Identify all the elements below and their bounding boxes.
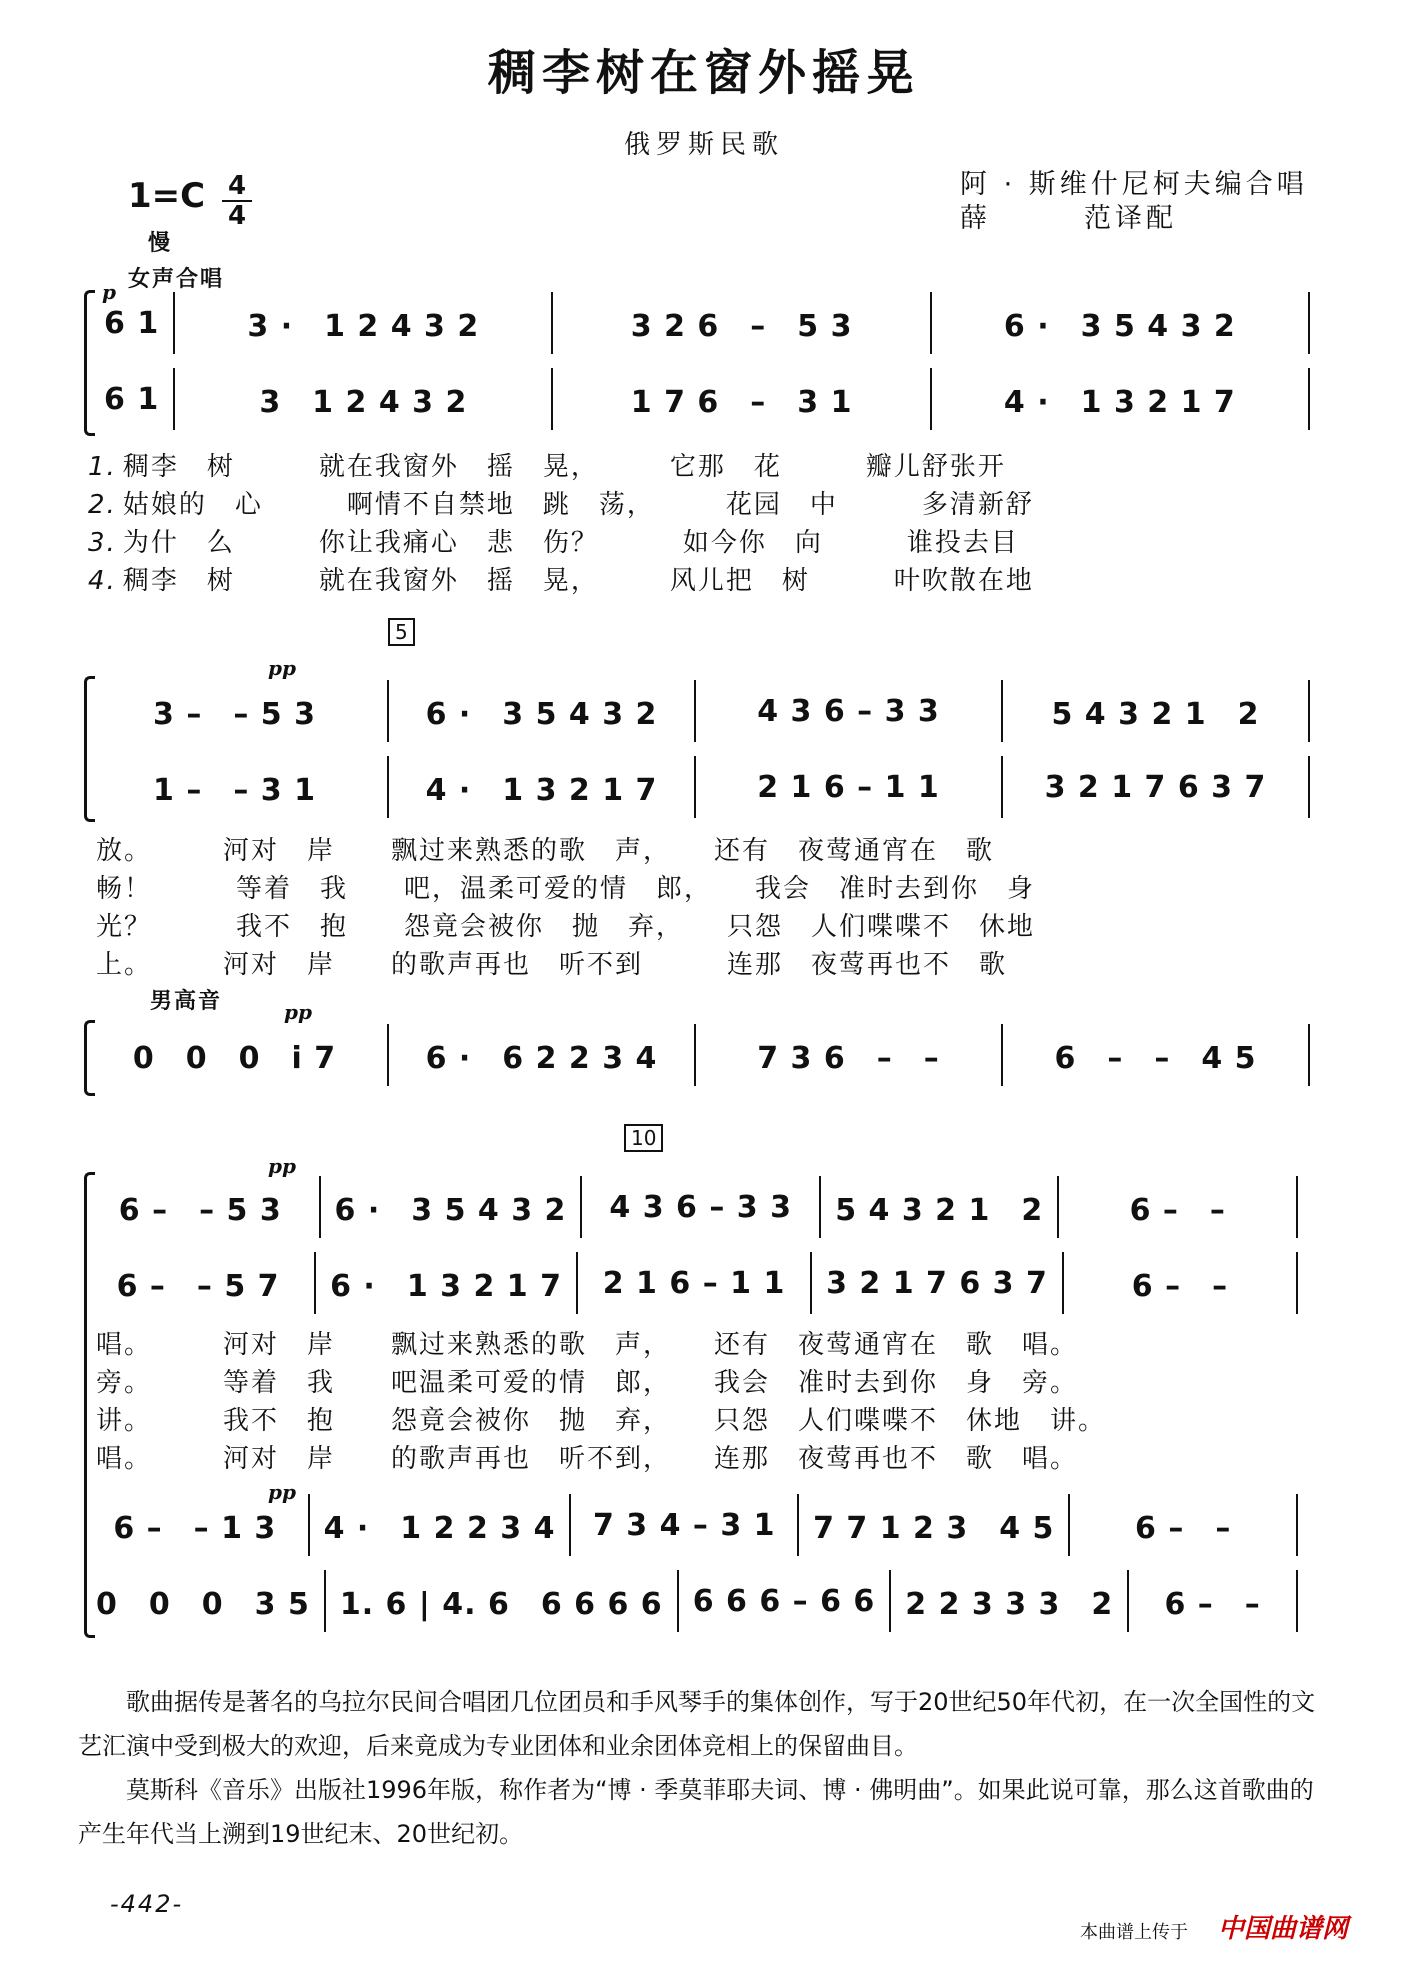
measure: 4 3 6 – 3 3 bbox=[757, 693, 940, 729]
part-label-female-choir: 女声合唱 bbox=[128, 267, 225, 292]
staff-row bbox=[104, 292, 1324, 354]
measure: 7 3 6 – – bbox=[757, 1041, 940, 1076]
measure: 6 – – bbox=[1135, 1511, 1232, 1546]
measure: 4 3 6 – 3 3 bbox=[609, 1189, 792, 1225]
dynamic-marking: p bbox=[102, 280, 116, 304]
measure: 2 2 3 3 3 2 bbox=[905, 1587, 1114, 1622]
measure: 3 2 6 – 5 3 bbox=[630, 309, 853, 344]
measure: 1 7 6 – 3 1 bbox=[630, 385, 853, 420]
site-logo: 中国曲谱网 bbox=[1218, 1914, 1349, 1944]
measure: 6 – – bbox=[1129, 1193, 1226, 1228]
staff-row bbox=[96, 1024, 1324, 1086]
verse-number: 1. bbox=[88, 452, 117, 482]
lyric-line: 畅！ 等着 我 吧，温柔可爱的情 郎， 我会 准时去到你 身 bbox=[96, 874, 1036, 904]
note-paragraph: 歌曲据传是著名的乌拉尔民间合唱团几位团员和手风琴手的集体创作，写于20世纪50年代初，在一次全国性的文艺汇演中受到极大的欢迎，后来竟成为专业团体和业余团体竞相上的保留曲目。 bbox=[78, 1688, 1316, 1760]
lyric-line: 放。 河对 岸 飘过来熟悉的歌 声， 还有 夜莺通宵在 歌 bbox=[96, 836, 995, 866]
measure: 6 · 3 5 4 3 2 bbox=[1003, 309, 1236, 344]
lyric-line: 唱。 河对 岸 飘过来熟悉的歌 声， 还有 夜莺通宵在 歌 唱。 bbox=[96, 1330, 1079, 1360]
measure: 6 · 3 5 4 3 2 bbox=[425, 697, 658, 732]
lyric-line: 上。 河对 岸 的歌声再也 听不到 连那 夜莺再也不 歌 bbox=[96, 950, 1008, 980]
system-brace bbox=[84, 676, 95, 822]
verse-number: 2. bbox=[88, 490, 117, 520]
measure: 6 · 1 3 2 1 7 bbox=[330, 1269, 562, 1304]
lyric-text: 稠李 树 就在我窗外 摇 晃， 风儿把 树 叶吹散在地 bbox=[122, 566, 1034, 596]
lyric-line: 唱。 河对 岸 的歌声再也 听不到， 连那 夜莺再也不 歌 唱。 bbox=[96, 1444, 1079, 1474]
lyric-line: 旁。 等着 我 吧温柔可爱的情 郎， 我会 准时去到你 身 旁。 bbox=[96, 1368, 1079, 1398]
measure: 5 4 3 2 1 2 bbox=[835, 1193, 1044, 1228]
measure: 1. 6 | 4. 6 6 6 6 6 bbox=[339, 1587, 663, 1622]
measure: 4 · 1 3 2 1 7 bbox=[1003, 385, 1236, 420]
lyric-line bbox=[88, 560, 1034, 597]
system-brace bbox=[84, 1172, 95, 1638]
system-brace bbox=[84, 1020, 95, 1096]
credit-arranger: 阿 · 斯维什尼柯夫编合唱 bbox=[960, 169, 1308, 200]
verse-number: 4. bbox=[88, 566, 117, 596]
measure: 2 1 6 – 1 1 bbox=[757, 769, 940, 805]
upload-caption: 本曲谱上传于 bbox=[1080, 1922, 1188, 1943]
measure: 2 1 6 – 1 1 bbox=[602, 1265, 786, 1301]
note-paragraph: 莫斯科《音乐》出版社1996年版，称作者为“博 · 季莫菲耶夫词、博 · 佛明曲”。如果此说可靠，那么这首歌曲的产生年代当上溯到19世纪末、20世纪初。 bbox=[78, 1776, 1314, 1848]
lyric-text: 姑娘的 心 啊情不自禁地 跳 荡， 花园 中 多清新舒 bbox=[122, 490, 1034, 520]
staff-row bbox=[96, 1570, 1324, 1632]
measure: 6 1 bbox=[104, 381, 160, 417]
measure: 6 1 bbox=[104, 305, 160, 341]
dynamic-marking: pp bbox=[268, 656, 296, 680]
measure: 6 6 6 – 6 6 bbox=[692, 1583, 876, 1619]
page-number: -442- bbox=[110, 1890, 184, 1918]
measure: 3 2 1 7 6 3 7 bbox=[1044, 769, 1267, 805]
measure: 0 0 0 3 5 bbox=[96, 1587, 310, 1622]
lyric-text: 为什 么 你让我痛心 悲 伤？ 如今你 向 谁投去目 bbox=[122, 528, 1019, 558]
measure: 7 7 1 2 3 4 5 bbox=[813, 1511, 1055, 1546]
measure: 6 · 3 5 4 3 2 bbox=[334, 1193, 567, 1228]
measure: 6 – – 5 3 bbox=[118, 1193, 282, 1228]
staff-row bbox=[96, 1494, 1324, 1556]
measure: 3 · 1 2 4 3 2 bbox=[247, 309, 480, 344]
rehearsal-marker: 5 bbox=[388, 618, 415, 646]
lyric-line bbox=[88, 484, 1034, 521]
measure: 6 – – 5 7 bbox=[116, 1269, 280, 1304]
time-signature-bottom: 4 bbox=[222, 200, 252, 230]
system-brace bbox=[84, 290, 95, 436]
measure: 4 · 1 2 2 3 4 bbox=[323, 1511, 556, 1546]
staff-row bbox=[96, 680, 1324, 742]
tempo-marking: 慢 bbox=[148, 231, 171, 256]
dynamic-marking: pp bbox=[268, 1480, 296, 1504]
measure: 6 · 6 2 2 3 4 bbox=[425, 1041, 658, 1076]
measure: 7 3 4 – 3 1 bbox=[592, 1507, 776, 1543]
measure: 3 2 1 7 6 3 7 bbox=[826, 1265, 1048, 1301]
lyric-text: 稠李 树 就在我窗外 摇 晃， 它那 花 瓣儿舒张开 bbox=[122, 452, 1006, 482]
key-signature: 1=C bbox=[128, 176, 206, 216]
dynamic-marking: pp bbox=[284, 1000, 312, 1024]
lyric-line: 讲。 我不 抱 怨竟会被你 抛 弃， 只怨 人们喋喋不 休地 讲。 bbox=[96, 1406, 1107, 1436]
measure: 6 – – bbox=[1131, 1269, 1229, 1304]
measure: 1 – – 3 1 bbox=[153, 773, 316, 808]
lyric-line: 光？ 我不 抱 怨竟会被你 抛 弃， 只怨 人们喋喋不 休地 bbox=[96, 912, 1036, 942]
staff-row bbox=[96, 1252, 1324, 1314]
lyric-line bbox=[88, 446, 1006, 483]
staff-row bbox=[104, 368, 1324, 430]
dynamic-marking: pp bbox=[268, 1154, 296, 1178]
part-label-tenor: 男高音 bbox=[150, 989, 223, 1014]
measure: 3 – – 5 3 bbox=[153, 697, 316, 732]
verse-number: 3. bbox=[88, 528, 117, 558]
measure: 4 · 1 3 2 1 7 bbox=[425, 773, 658, 808]
time-signature bbox=[222, 172, 252, 230]
measure: 6 – – bbox=[1164, 1587, 1261, 1622]
measure: 6 – – 4 5 bbox=[1054, 1041, 1257, 1076]
measure: 5 4 3 2 1 2 bbox=[1051, 697, 1260, 732]
credit-translator: 薛 范译配 bbox=[960, 203, 1177, 234]
time-signature-top: 4 bbox=[227, 171, 247, 201]
measure: 3 1 2 4 3 2 bbox=[259, 385, 468, 420]
staff-row bbox=[96, 756, 1324, 818]
rehearsal-marker: 10 bbox=[624, 1124, 663, 1152]
staff-row bbox=[96, 1176, 1324, 1238]
measure: 6 – – 1 3 bbox=[113, 1511, 277, 1546]
lyric-line bbox=[88, 522, 1019, 559]
measure: 0 0 0 i 7 bbox=[132, 1041, 337, 1076]
song-title: 稠李树在窗外摇晃 bbox=[487, 45, 920, 101]
song-subtitle: 俄罗斯民歌 bbox=[623, 130, 784, 160]
